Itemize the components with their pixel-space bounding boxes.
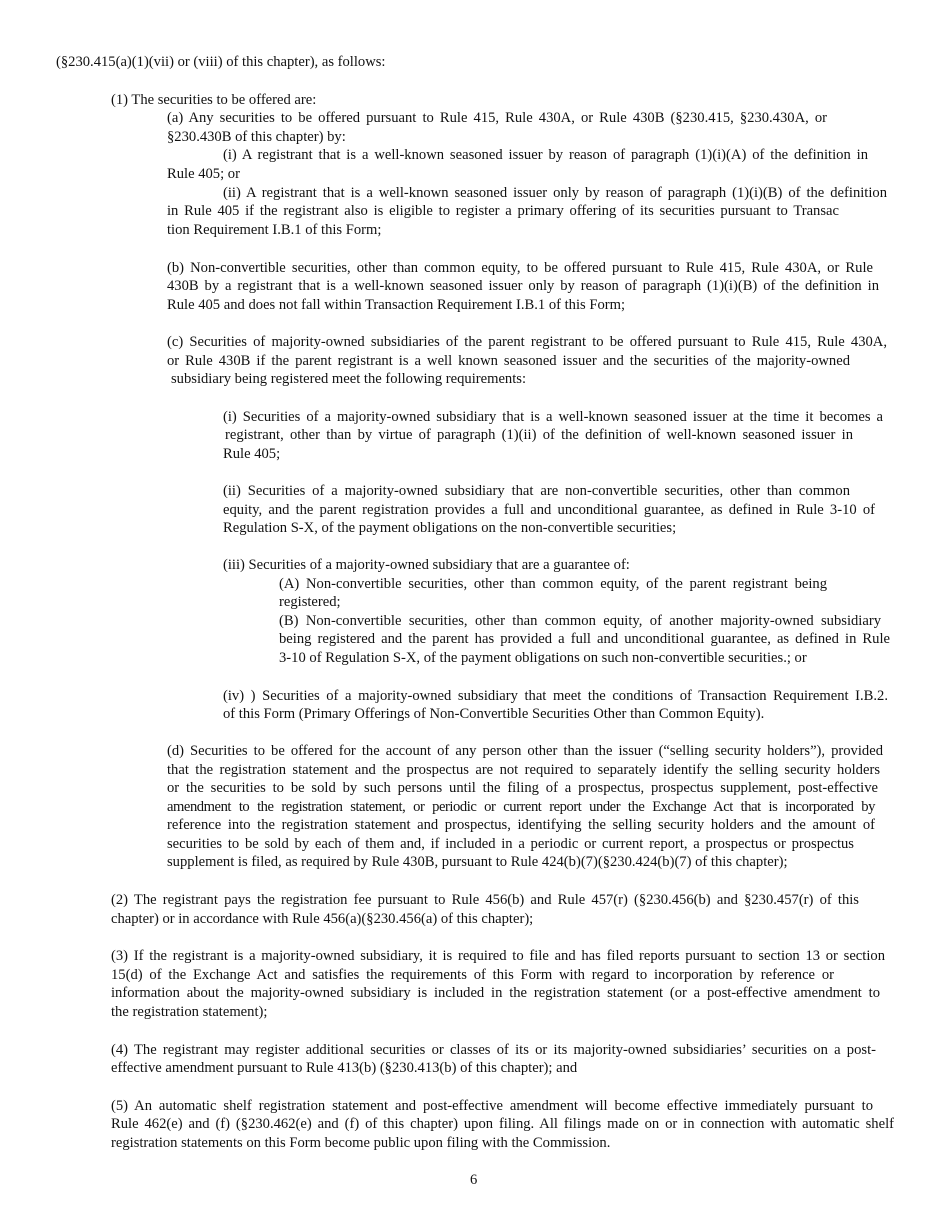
item-1c-i-line-2: registrant, other than by virtue of paragraph (1)(ii) of the definition of well-known seasoned issuer in bbox=[225, 427, 853, 443]
item-1d-line-2: that the registration statement and the prospectus are not required to separately identify the selling security holders bbox=[167, 762, 880, 778]
item-1c-iv-line-2: of this Form (Primary Offerings of Non-Convertible Securities Other than Common Equity). bbox=[223, 706, 765, 722]
item-1d-line-4: amendment to the registration statement, or periodic or current report under the Exchange Act that is incorporated by bbox=[167, 799, 875, 815]
item-1c-i-line-1: (i) Securities of a majority-owned subsidiary that is a well-known seasoned issuer at the time it becomes a bbox=[223, 409, 883, 425]
item-1b-line-2: 430B by a registrant that is a well-known seasoned issuer only by reason of paragraph (1)(i)(B) of the definition in bbox=[167, 278, 879, 294]
item-1a-line-1: (a) Any securities to be offered pursuant to Rule 415, Rule 430A, or Rule 430B (§230.415, §230.430A, or bbox=[167, 110, 827, 126]
item-1a-i-line-1: (i) A registrant that is a well-known seasoned issuer by reason of paragraph (1)(i)(A) of the definition in bbox=[223, 147, 868, 163]
item-1d-line-6: securities to be sold by each of them and, if included in a periodic or current report, a prospectus or prospectus bbox=[167, 836, 854, 852]
item-3-line-3: information about the majority-owned subsidiary is included in the registration statement (or a post-effective amendment to bbox=[111, 985, 880, 1001]
item-4-line-2: effective amendment pursuant to Rule 413(b) (§230.413(b) of this chapter); and bbox=[111, 1060, 578, 1076]
item-1b-line-1: (b) Non-convertible securities, other than common equity, to be offered pursuant to Rule 415, Rule 430A, or Rule bbox=[167, 260, 873, 276]
page-number: 6 bbox=[470, 1172, 478, 1188]
item-5-line-3: registration statements on this Form become public upon filing with the Commission. bbox=[111, 1135, 611, 1151]
item-1a-i-line-2: Rule 405; or bbox=[167, 166, 240, 182]
item-1c-iii-A-line-2: registered; bbox=[279, 594, 341, 610]
item-1a-line-2: §230.430B of this chapter) by: bbox=[167, 129, 346, 145]
item-1c-line-3: subsidiary being registered meet the following requirements: bbox=[171, 371, 527, 387]
item-1c-ii-line-2: equity, and the parent registration provides a full and unconditional guarantee, as defined in Rule 3-10 of bbox=[223, 502, 875, 518]
item-1c-iv-line-1: (iv) ) Securities of a majority-owned subsidiary that meet the conditions of Transaction Requirement I.B.2. bbox=[223, 688, 888, 704]
item-1c-iii-B-line-3: 3-10 of Regulation S-X, of the payment obligations on such non-convertible securities.; or bbox=[279, 650, 807, 666]
item-3-line-2: 15(d) of the Exchange Act and satisfies the requirements of this Form with regard to incorporation by reference or bbox=[111, 967, 834, 983]
item-1c-iii-line: (iii) Securities of a majority-owned subsidiary that are a guarantee of: bbox=[223, 557, 630, 573]
item-1c-ii-line-3: Regulation S-X, of the payment obligations on the non-convertible securities; bbox=[223, 520, 677, 536]
item-1d-line-7: supplement is filed, as required by Rule 430B, pursuant to Rule 424(b)(7)(§230.424(b)(7) of this chapter); bbox=[167, 854, 788, 870]
item-4-line-1: (4) The registrant may register additional securities or classes of its or its majority-owned subsidiaries’ securities on a post- bbox=[111, 1042, 876, 1058]
item-1c-i-line-3: Rule 405; bbox=[223, 446, 281, 462]
item-1a-ii-line-1: (ii) A registrant that is a well-known seasoned issuer only by reason of paragraph (1)(i)(B) of the definition bbox=[223, 185, 887, 201]
item-1a-ii-line-2: in Rule 405 if the registrant also is eligible to register a primary offering of its securities pursuant to Transac bbox=[167, 203, 839, 219]
item-1c-ii-line-1: (ii) Securities of a majority-owned subsidiary that are non-convertible securities, other than common bbox=[223, 483, 850, 499]
item-1c-iii-A-line-1: (A) Non-convertible securities, other than common equity, of the parent registrant being bbox=[279, 576, 827, 592]
item-5-line-1: (5) An automatic shelf registration statement and post-effective amendment will become effective immediately pursuant to bbox=[111, 1098, 873, 1114]
item-1d-line-3: or the securities to be sold by such persons until the filing of a prospectus, prospectus supplement, post-effective bbox=[167, 780, 878, 796]
item-2-line-1: (2) The registrant pays the registration fee pursuant to Rule 456(b) and Rule 457(r) (§230.456(b) and §230.457(r) of this bbox=[111, 892, 859, 908]
intro-line: (§230.415(a)(1)(vii) or (viii) of this chapter), as follows: bbox=[56, 54, 386, 70]
item-1c-line-1: (c) Securities of majority-owned subsidiaries of the parent registrant to be offered pursuant to Rule 415, Rule 430A, bbox=[167, 334, 887, 350]
item-1a-ii-line-3: tion Requirement I.B.1 of this Form; bbox=[167, 222, 382, 238]
item-1d-line-1: (d) Securities to be offered for the account of any person other than the issuer (“selling security holders”), provided bbox=[167, 743, 883, 759]
item-1d-line-5: reference into the registration statement and prospectus, identifying the selling security holders and the amount of bbox=[167, 817, 875, 833]
item-1c-iii-B-line-1: (B) Non-convertible securities, other than common equity, of another majority-owned subsidiary bbox=[279, 613, 881, 629]
item-1c-line-2: or Rule 430B if the parent registrant is a well known seasoned issuer and the securities of the majority-owned bbox=[167, 353, 850, 369]
item-1b-line-3: Rule 405 and does not fall within Transaction Requirement I.B.1 of this Form; bbox=[167, 297, 626, 313]
item-2-line-2: chapter) or in accordance with Rule 456(a)(§230.456(a) of this chapter); bbox=[111, 911, 534, 927]
item-5-line-2: Rule 462(e) and (f) (§230.462(e) and (f) of this chapter) upon filing. All filings made on or in connection with automatic shelf bbox=[111, 1116, 894, 1132]
item-1-heading: (1) The securities to be offered are: bbox=[111, 92, 317, 108]
item-3-line-1: (3) If the registrant is a majority-owned subsidiary, it is required to file and has filed reports pursuant to section 13 or section bbox=[111, 948, 885, 964]
item-1c-iii-B-line-2: being registered and the parent has provided a full and unconditional guarantee, as defined in Rule bbox=[279, 631, 890, 647]
item-3-line-4: the registration statement); bbox=[111, 1004, 268, 1020]
